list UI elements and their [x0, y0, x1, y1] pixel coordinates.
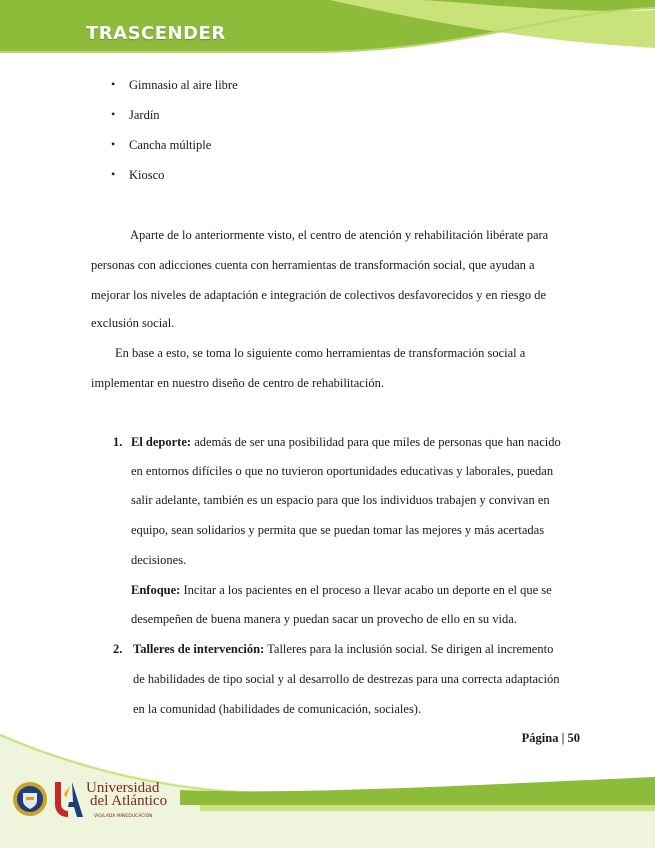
bullet-marker: •	[111, 77, 116, 91]
list-first-line	[133, 641, 553, 657]
bullet-item: Kiosco	[129, 168, 165, 182]
list-line: decisiones.	[131, 553, 187, 567]
paragraph-line: En base a esto, se toma lo siguiente como herramientas de transformación social a	[115, 346, 526, 360]
list-line: en entornos difíciles o que no tuvieron oportunidades educativas y laborales, puedan	[131, 464, 554, 478]
paragraph-line: exclusión social.	[91, 316, 175, 330]
list-line: en la comunidad (habilidades de comunicación, sociales).	[133, 702, 422, 716]
paragraph-line: implementar en nuestro diseño de centro de rehabilitación.	[91, 376, 384, 390]
brand-title: TRASCENDER	[86, 23, 226, 44]
list-text: Talleres para la inclusión social. Se dirigen al incremento	[264, 642, 554, 656]
focus-line: desempeñen de buena manera y puedan sacar un provecho de ello en su vida.	[131, 612, 517, 626]
paragraph-line: Aparte de lo anteriormente visto, el centro de atención y rehabilitación libérate para	[130, 228, 549, 242]
list-title: Talleres de intervención:	[133, 642, 265, 656]
bullet-item: Jardín	[129, 108, 160, 122]
university-subtitle: VIGILADA MINEDUCACIÓN	[94, 814, 153, 819]
focus-line	[131, 582, 552, 598]
focus-text: Incitar a los pacientes en el proceso a llevar acabo un deporte en el que se	[180, 583, 552, 597]
list-text: además de ser una posibilidad para que miles de personas que han nacido	[191, 435, 561, 449]
focus-label: Enfoque:	[131, 583, 181, 597]
paragraph-line: personas con adicciones cuenta con herramientas de transformación social, que ayudan a	[91, 258, 535, 272]
list-first-line	[131, 434, 561, 450]
university-seal-icon	[12, 780, 48, 818]
ua-logo-icon	[52, 778, 86, 820]
page-number: Página | 50	[521, 731, 580, 745]
bullet-marker: •	[111, 137, 116, 151]
bullet-marker: •	[111, 107, 116, 121]
list-line: equipo, sean solidarios y permita que se puedan tomar las mejores y más acertadas	[131, 523, 545, 537]
university-name-line: del Atlántico	[90, 793, 168, 809]
bullet-marker: •	[111, 167, 116, 181]
list-number: 1.	[113, 435, 123, 449]
list-number: 2.	[113, 642, 123, 656]
paragraph-line: mejorar los niveles de adaptación e integración de colectivos desfavorecidos y en riesgo de	[91, 288, 547, 302]
university-name-line: Universidad	[86, 780, 160, 796]
university-name	[86, 782, 167, 808]
list-line: de habilidades de tipo social y al desarrollo de destrezas para una correcta adaptación	[133, 672, 560, 686]
list-title: El deporte:	[131, 435, 192, 449]
bullet-item: Cancha múltiple	[129, 138, 212, 152]
list-line: salir adelante, también es un espacio para que los individuos trabajen y convivan en	[131, 493, 550, 507]
bullet-item: Gimnasio al aire libre	[129, 78, 238, 92]
